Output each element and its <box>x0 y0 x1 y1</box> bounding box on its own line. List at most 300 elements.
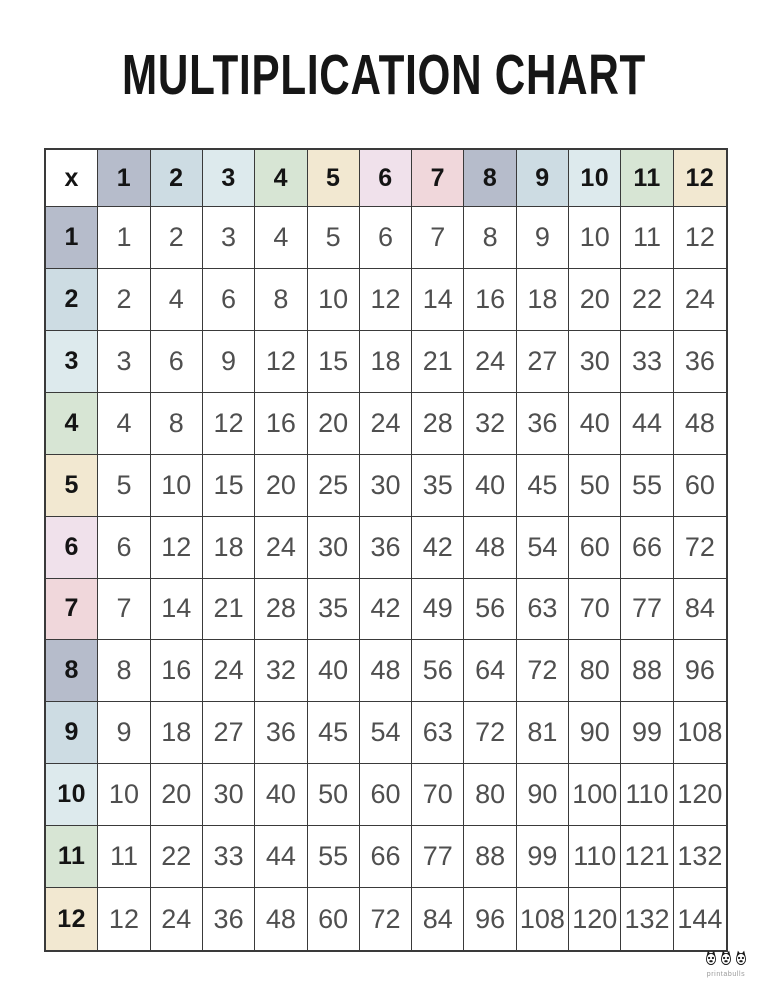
row-header-cell-label: 7 <box>64 594 79 623</box>
product-cell-label: 36 <box>527 407 558 438</box>
product-cell <box>517 826 569 888</box>
product-cell <box>621 269 673 331</box>
product-cell <box>203 702 255 764</box>
product-cell-label: 24 <box>213 655 244 686</box>
product-cell <box>360 702 412 764</box>
row-header-cell <box>46 455 98 517</box>
product-cell-label: 20 <box>318 407 349 438</box>
product-cell-label: 55 <box>318 841 349 872</box>
product-cell-label: 5 <box>116 469 132 500</box>
column-header-cell <box>98 150 150 207</box>
product-cell-label: 63 <box>422 717 453 748</box>
row-header-cell <box>46 888 98 950</box>
product-cell <box>98 517 150 579</box>
product-cell <box>98 207 150 269</box>
product-cell-label: 32 <box>475 407 506 438</box>
product-cell-label: 9 <box>221 345 237 376</box>
product-cell <box>621 331 673 393</box>
column-header-cell-label: 9 <box>535 163 550 192</box>
product-cell-label: 84 <box>684 593 715 624</box>
product-cell <box>569 888 621 950</box>
product-cell <box>621 640 673 702</box>
product-cell <box>517 579 569 641</box>
column-header-cell-label: 8 <box>482 163 498 192</box>
product-cell-label: 8 <box>273 283 289 314</box>
product-cell <box>98 640 150 702</box>
product-cell-label: 2 <box>116 283 132 314</box>
product-cell <box>151 207 203 269</box>
product-cell <box>255 393 307 455</box>
product-cell-label: 60 <box>579 531 610 562</box>
row-header-cell-label: 1 <box>64 222 79 251</box>
product-cell <box>203 331 255 393</box>
column-header-cell-label: 1 <box>116 163 132 192</box>
product-cell <box>412 331 464 393</box>
product-cell-label: 60 <box>684 469 715 500</box>
product-cell <box>412 455 464 517</box>
product-cell <box>151 331 203 393</box>
product-cell-label: 40 <box>579 407 610 438</box>
row-header-cell-label: 3 <box>64 346 79 375</box>
product-cell-label: 35 <box>318 593 349 624</box>
product-cell-label: 40 <box>318 655 349 686</box>
title-bar <box>0 43 768 119</box>
product-cell <box>308 207 360 269</box>
product-cell <box>308 331 360 393</box>
row-header-cell-label: 10 <box>57 780 87 809</box>
product-cell <box>621 517 673 579</box>
row-header-cell <box>46 764 98 826</box>
product-cell-label: 12 <box>370 283 401 314</box>
product-cell <box>621 579 673 641</box>
column-header-cell-label: 3 <box>221 163 236 192</box>
product-cell <box>203 888 255 950</box>
product-cell-label: 9 <box>534 221 550 252</box>
product-cell <box>308 764 360 826</box>
product-cell-label: 70 <box>579 593 610 624</box>
product-cell <box>151 888 203 950</box>
product-cell-label: 72 <box>370 903 401 934</box>
product-cell <box>412 579 464 641</box>
product-cell <box>151 269 203 331</box>
product-cell <box>569 826 621 888</box>
product-cell <box>255 579 307 641</box>
product-cell-label: 25 <box>318 469 349 500</box>
product-cell-label: 7 <box>116 593 132 624</box>
product-cell <box>464 207 516 269</box>
product-cell-label: 35 <box>422 469 453 500</box>
product-cell <box>674 207 726 269</box>
product-cell-label: 6 <box>377 221 393 252</box>
product-cell <box>464 269 516 331</box>
product-cell-label: 10 <box>579 221 610 252</box>
product-cell <box>412 764 464 826</box>
product-cell <box>412 640 464 702</box>
product-cell-label: 44 <box>632 407 663 438</box>
product-cell-label: 99 <box>632 717 663 748</box>
product-cell <box>151 393 203 455</box>
product-cell <box>98 331 150 393</box>
product-cell <box>255 269 307 331</box>
product-cell-label: 120 <box>572 903 618 934</box>
multiplication-table <box>44 148 728 952</box>
product-cell <box>517 455 569 517</box>
product-cell <box>151 517 203 579</box>
product-cell-label: 20 <box>579 283 610 314</box>
corner-cell <box>46 150 98 207</box>
product-cell-label: 50 <box>318 779 349 810</box>
column-header-cell-label: 6 <box>378 163 393 192</box>
product-cell-label: 27 <box>213 717 244 748</box>
product-cell <box>151 640 203 702</box>
product-cell <box>412 393 464 455</box>
product-cell <box>98 455 150 517</box>
logo-text: printabulls <box>706 971 746 978</box>
product-cell-label: 10 <box>108 779 139 810</box>
product-cell-label: 24 <box>265 531 296 562</box>
product-cell-label: 84 <box>422 903 453 934</box>
product-cell-label: 6 <box>116 531 132 562</box>
product-cell-label: 108 <box>519 903 565 934</box>
product-cell <box>517 331 569 393</box>
product-cell <box>308 579 360 641</box>
product-cell <box>464 455 516 517</box>
product-cell-label: 21 <box>422 345 453 376</box>
product-cell <box>674 640 726 702</box>
product-cell <box>203 517 255 579</box>
product-cell-label: 20 <box>161 779 192 810</box>
product-cell <box>674 269 726 331</box>
product-cell-label: 18 <box>527 283 558 314</box>
product-cell-label: 14 <box>161 593 192 624</box>
product-cell <box>464 826 516 888</box>
product-cell <box>464 579 516 641</box>
product-cell <box>255 888 307 950</box>
product-cell-label: 18 <box>370 345 401 376</box>
row-header-cell-label: 11 <box>57 842 86 871</box>
product-cell <box>203 207 255 269</box>
product-cell <box>569 207 621 269</box>
row-header-cell <box>46 579 98 641</box>
column-header-cell-label: 2 <box>169 163 184 192</box>
product-cell <box>517 207 569 269</box>
product-cell <box>517 764 569 826</box>
row-header-cell <box>46 393 98 455</box>
product-cell <box>569 764 621 826</box>
product-cell <box>360 640 412 702</box>
product-cell-label: 54 <box>370 717 401 748</box>
product-cell <box>360 764 412 826</box>
column-header-cell <box>464 150 516 207</box>
product-cell-label: 30 <box>579 345 610 376</box>
product-cell <box>674 764 726 826</box>
product-cell <box>203 764 255 826</box>
product-cell <box>151 764 203 826</box>
row-header-cell-label: 12 <box>57 904 87 933</box>
product-cell-label: 10 <box>318 283 349 314</box>
product-cell-label: 55 <box>632 469 663 500</box>
product-cell <box>308 517 360 579</box>
product-cell <box>569 331 621 393</box>
product-cell-label: 144 <box>677 903 723 934</box>
product-cell-label: 63 <box>527 593 558 624</box>
product-cell-label: 48 <box>265 903 296 934</box>
product-cell-label: 2 <box>168 221 184 252</box>
product-cell-label: 7 <box>430 221 446 252</box>
product-cell <box>517 640 569 702</box>
row-header-cell-label: 5 <box>64 470 79 499</box>
product-cell <box>412 207 464 269</box>
product-cell <box>621 826 673 888</box>
product-cell <box>412 702 464 764</box>
product-cell-label: 80 <box>475 779 506 810</box>
product-cell-label: 18 <box>161 717 192 748</box>
product-cell <box>464 393 516 455</box>
column-header-cell <box>412 150 464 207</box>
product-cell <box>621 393 673 455</box>
product-cell <box>674 393 726 455</box>
column-header-cell <box>621 150 673 207</box>
product-cell <box>569 455 621 517</box>
product-cell <box>203 269 255 331</box>
column-header-cell-label: 7 <box>430 163 445 192</box>
product-cell <box>203 393 255 455</box>
product-cell <box>255 517 307 579</box>
product-cell-label: 12 <box>108 903 139 934</box>
product-cell <box>308 393 360 455</box>
product-cell-label: 4 <box>273 221 289 252</box>
product-cell-label: 36 <box>265 717 296 748</box>
product-cell-label: 90 <box>579 717 610 748</box>
column-header-cell <box>151 150 203 207</box>
product-cell <box>203 640 255 702</box>
product-cell-label: 36 <box>213 903 244 934</box>
product-cell-label: 10 <box>161 469 192 500</box>
product-cell-label: 14 <box>422 283 453 314</box>
product-cell-label: 20 <box>265 469 296 500</box>
product-cell <box>621 764 673 826</box>
product-cell <box>674 331 726 393</box>
product-cell-label: 4 <box>168 283 184 314</box>
product-cell <box>203 579 255 641</box>
column-header-cell-label: 4 <box>273 163 289 192</box>
product-cell-label: 90 <box>527 779 558 810</box>
row-header-cell <box>46 640 98 702</box>
row-header-cell-label: 9 <box>64 718 79 747</box>
row-header-cell <box>46 517 98 579</box>
product-cell-label: 11 <box>109 841 138 872</box>
product-cell-label: 3 <box>116 345 132 376</box>
product-cell <box>674 888 726 950</box>
product-cell <box>98 826 150 888</box>
product-cell <box>360 207 412 269</box>
product-cell-label: 77 <box>632 593 663 624</box>
product-cell-label: 88 <box>475 841 506 872</box>
product-cell <box>98 888 150 950</box>
product-cell-label: 48 <box>475 531 506 562</box>
product-cell <box>569 269 621 331</box>
product-cell <box>151 579 203 641</box>
product-cell-label: 18 <box>213 531 244 562</box>
product-cell <box>308 826 360 888</box>
product-cell-label: 8 <box>482 221 498 252</box>
product-cell-label: 48 <box>684 407 715 438</box>
product-cell <box>203 826 255 888</box>
product-cell-label: 40 <box>265 779 296 810</box>
product-cell <box>255 826 307 888</box>
product-cell-label: 12 <box>265 345 296 376</box>
product-cell <box>360 579 412 641</box>
product-cell <box>674 517 726 579</box>
product-cell <box>151 826 203 888</box>
product-cell-label: 16 <box>265 407 296 438</box>
product-cell-label: 15 <box>213 469 244 500</box>
product-cell-label: 60 <box>370 779 401 810</box>
product-cell <box>569 517 621 579</box>
column-header-cell-label: 12 <box>685 163 715 192</box>
product-cell-label: 80 <box>579 655 610 686</box>
column-header-cell-label: 10 <box>580 163 610 192</box>
product-cell-label: 45 <box>318 717 349 748</box>
product-cell-label: 30 <box>213 779 244 810</box>
product-cell <box>674 579 726 641</box>
product-cell <box>517 888 569 950</box>
column-header-cell <box>517 150 569 207</box>
row-header-cell <box>46 207 98 269</box>
row-header-cell-label: 4 <box>64 408 79 437</box>
product-cell-label: 12 <box>161 531 192 562</box>
product-cell <box>621 207 673 269</box>
product-cell <box>360 393 412 455</box>
product-cell <box>98 393 150 455</box>
row-header-cell <box>46 331 98 393</box>
product-cell <box>517 269 569 331</box>
product-cell-label: 66 <box>632 531 663 562</box>
product-cell-label: 54 <box>527 531 558 562</box>
product-cell-label: 27 <box>527 345 558 376</box>
product-cell-label: 70 <box>422 779 453 810</box>
product-cell-label: 36 <box>684 345 715 376</box>
product-cell-label: 12 <box>684 221 715 252</box>
product-cell-label: 77 <box>422 841 453 872</box>
bulldog-heads-icon <box>705 950 747 966</box>
row-header-cell-label: 2 <box>64 284 79 313</box>
product-cell-label: 12 <box>213 407 244 438</box>
product-cell-label: 6 <box>168 345 184 376</box>
product-cell-label: 28 <box>422 407 453 438</box>
product-cell <box>255 455 307 517</box>
product-cell-label: 96 <box>475 903 506 934</box>
product-cell <box>98 764 150 826</box>
product-cell <box>464 640 516 702</box>
product-cell <box>464 331 516 393</box>
product-cell-label: 49 <box>422 593 453 624</box>
column-header-cell <box>203 150 255 207</box>
product-cell-label: 5 <box>325 221 341 252</box>
product-cell <box>255 764 307 826</box>
product-cell-label: 3 <box>221 221 237 252</box>
row-header-cell <box>46 826 98 888</box>
product-cell <box>255 331 307 393</box>
product-cell <box>360 269 412 331</box>
product-cell-label: 60 <box>318 903 349 934</box>
product-cell <box>360 517 412 579</box>
product-cell <box>308 455 360 517</box>
product-cell <box>464 517 516 579</box>
product-cell-label: 110 <box>573 841 617 872</box>
product-cell-label: 30 <box>318 531 349 562</box>
column-header-cell <box>255 150 307 207</box>
product-cell <box>412 888 464 950</box>
product-cell <box>569 702 621 764</box>
product-cell-label: 30 <box>370 469 401 500</box>
product-cell-label: 9 <box>116 717 132 748</box>
product-cell-label: 16 <box>475 283 506 314</box>
product-cell-label: 99 <box>527 841 558 872</box>
column-header-cell <box>308 150 360 207</box>
product-cell-label: 24 <box>370 407 401 438</box>
product-cell-label: 56 <box>422 655 453 686</box>
product-cell-label: 45 <box>527 469 558 500</box>
product-cell-label: 33 <box>213 841 244 872</box>
product-cell-label: 50 <box>579 469 610 500</box>
product-cell-label: 24 <box>475 345 506 376</box>
product-cell <box>569 579 621 641</box>
product-cell <box>255 207 307 269</box>
product-cell-label: 72 <box>684 531 715 562</box>
product-cell-label: 44 <box>265 841 296 872</box>
product-cell <box>203 455 255 517</box>
product-cell <box>98 702 150 764</box>
product-cell <box>360 331 412 393</box>
product-cell-label: 1 <box>116 221 132 252</box>
product-cell <box>569 393 621 455</box>
product-cell-label: 72 <box>475 717 506 748</box>
product-cell <box>621 702 673 764</box>
product-cell <box>360 888 412 950</box>
product-cell-label: 64 <box>475 655 506 686</box>
product-cell-label: 32 <box>265 655 296 686</box>
product-cell <box>412 517 464 579</box>
product-cell-label: 24 <box>684 283 715 314</box>
column-header-cell <box>569 150 621 207</box>
row-header-cell <box>46 269 98 331</box>
product-cell-label: 88 <box>632 655 663 686</box>
product-cell <box>412 826 464 888</box>
product-cell-label: 132 <box>624 903 670 934</box>
product-cell-label: 108 <box>677 717 723 748</box>
product-cell <box>308 702 360 764</box>
column-header-cell <box>674 150 726 207</box>
product-cell-label: 81 <box>527 717 558 748</box>
product-cell <box>464 702 516 764</box>
product-cell-label: 11 <box>633 221 662 252</box>
product-cell-label: 40 <box>475 469 506 500</box>
product-cell <box>255 640 307 702</box>
column-header-cell <box>360 150 412 207</box>
row-header-cell <box>46 702 98 764</box>
product-cell-label: 24 <box>161 903 192 934</box>
product-cell <box>464 888 516 950</box>
product-cell <box>621 455 673 517</box>
product-cell <box>517 702 569 764</box>
product-cell-label: 110 <box>625 779 669 810</box>
product-cell <box>464 764 516 826</box>
product-cell <box>308 269 360 331</box>
row-header-cell-label: 8 <box>64 656 79 685</box>
product-cell <box>517 393 569 455</box>
product-cell <box>674 455 726 517</box>
